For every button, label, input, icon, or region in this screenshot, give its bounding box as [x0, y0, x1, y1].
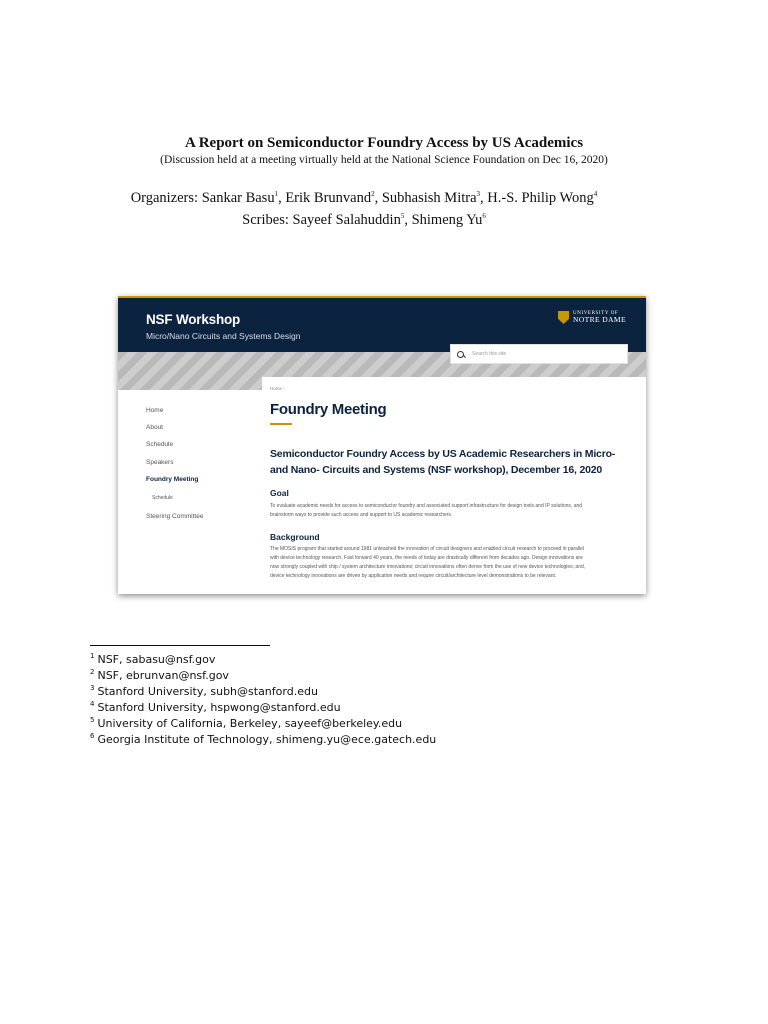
- footnote: [90, 685, 436, 701]
- footnote-mark: 6: [90, 732, 95, 741]
- scribe-name: Sayeef Salahuddin: [292, 212, 401, 228]
- sidebar-item-speakers[interactable]: Speakers: [146, 459, 174, 466]
- goal-heading: Goal: [270, 488, 289, 498]
- footnote: [90, 653, 436, 669]
- goal-text: To evaluate academic needs for access to semiconductor foundry and associated support infrastructure for design tools and IP solutions, and brainstorm ways to provide such access and support to US academic researchers.: [270, 503, 583, 518]
- scribe-name: Shimeng Yu: [411, 212, 483, 228]
- footnote: [90, 717, 436, 733]
- footnote-mark: 5: [90, 716, 95, 725]
- search-icon: [457, 351, 464, 358]
- footnotes: [90, 653, 436, 749]
- footnote-text: NSF, sabasu@nsf.gov: [97, 653, 216, 666]
- footnote-text: Georgia Institute of Technology, shimeng.yu@ece.gatech.edu: [97, 733, 437, 746]
- footnote-text: NSF, ebrunvan@nsf.gov: [97, 669, 229, 682]
- organizers-label: Organizers:: [130, 190, 199, 206]
- site-subtitle: Micro/Nano Circuits and Systems Design: [146, 331, 301, 341]
- background-heading: Background: [270, 532, 320, 542]
- footnote-mark: 2: [90, 668, 95, 677]
- footnote-mark: 3: [476, 190, 481, 199]
- article-title: Semiconductor Foundry Access by US Academic Researchers in Micro- and Nano- Circuits and Systems (NSF workshop), December 16, 2020: [270, 448, 616, 476]
- sidebar-item-schedule[interactable]: Schedule: [146, 441, 174, 448]
- search-placeholder: Search this site: [472, 351, 507, 357]
- sidebar-item-home[interactable]: Home: [146, 407, 164, 414]
- footnote-mark: 1: [274, 190, 279, 199]
- search-input[interactable]: [450, 344, 628, 364]
- footnote-text: Stanford University, subh@stanford.edu: [97, 685, 318, 698]
- footnote-mark: 2: [371, 190, 375, 199]
- sidebar-item-foundry-meeting[interactable]: Foundry Meeting: [146, 476, 199, 483]
- organizer-name: H.-S. Philip Wong: [487, 190, 594, 206]
- sidebar-item-about[interactable]: About: [146, 424, 163, 431]
- footnote: [90, 669, 436, 685]
- organizer-name: Subhasish Mitra: [381, 190, 477, 206]
- document-title: A Report on Semiconductor Foundry Access by US Academics: [184, 135, 584, 151]
- footnote-text: University of California, Berkeley, sayeef@berkeley.edu: [97, 717, 403, 730]
- footnote-mark: 3: [90, 684, 95, 693]
- heading-underline: [270, 423, 292, 425]
- website-screenshot: [118, 296, 646, 594]
- sidebar-item-steering-committee[interactable]: Steering Committee: [146, 513, 204, 520]
- footnote-mark: 4: [90, 700, 95, 709]
- logo-line2: NOTRE DAME: [573, 315, 626, 325]
- footnote: [90, 701, 436, 717]
- breadcrumb[interactable]: Home ›: [270, 386, 285, 391]
- scribes-label: Scribes:: [242, 212, 289, 228]
- footnote: [90, 733, 436, 749]
- footnote-mark: 1: [90, 652, 95, 661]
- notre-dame-logo[interactable]: [558, 311, 626, 324]
- organizer-name: Sankar Basu: [201, 190, 275, 206]
- footnote-separator: [90, 645, 270, 646]
- footnote-mark: 5: [400, 212, 405, 221]
- sidebar-subitem-schedule[interactable]: Schedule: [152, 495, 173, 501]
- organizers-line: Organizers: Sankar Basu$^1$, Erik Brunvand$^2$, Subhasish Mitra$^3$, H.-S. Philip Wong$^4$: [130, 190, 598, 206]
- scribes-line: Scribes: Sayeef Salahuddin$^5$, Shimeng Yu$^6$: [242, 212, 486, 228]
- footnote-mark: 4: [593, 190, 598, 199]
- footnote-text: Stanford University, hspwong@stanford.edu: [97, 701, 341, 714]
- logo-line1: UNIVERSITY OF: [573, 311, 619, 317]
- background-text: The MOSIS program that started around 1981 unleashed the innovation of circuit designers and enabled circuit research to proceed in parallel with device technology research. Fast forward 40 years, the needs of today are drastically different from decades ago. Design innovations are now strongly coupled with chip / system architecture innovations; circuit innovations often derive from the use of new device technologies; and, device technology innovations are driven by application needs and require circuit/architecture level demonstrations to be relevant.: [270, 546, 586, 579]
- footnote-mark: 6: [482, 212, 486, 221]
- shield-icon: [558, 311, 569, 324]
- page-title: Foundry Meeting: [270, 401, 387, 418]
- organizer-name: Erik Brunvand: [285, 190, 372, 206]
- site-title[interactable]: NSF Workshop: [146, 312, 241, 327]
- document-subtitle: (Discussion held at a meeting virtually held at the National Science Foundation on Dec 16, 2020): [160, 154, 608, 166]
